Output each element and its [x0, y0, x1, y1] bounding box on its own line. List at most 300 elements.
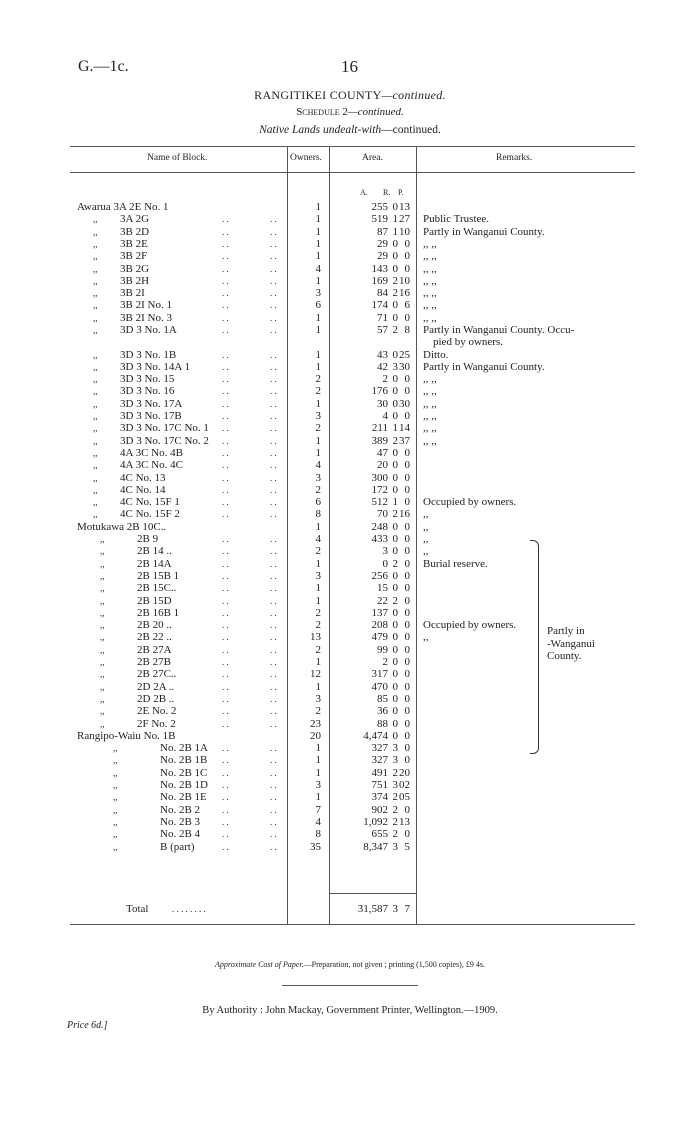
ditto-mark: ,,	[113, 780, 118, 790]
leader-dots: . .	[222, 312, 229, 323]
owners-count: 3	[315, 471, 321, 484]
cost-text: —Preparation, not given ; printing (1,500 copies), £9 4s.	[303, 960, 485, 969]
authority-line: By Authority : John Mackay, Government Printer, Wellington.—1909.	[202, 1005, 498, 1016]
area-acres: 2	[382, 656, 388, 668]
ditto-mark: ,,	[93, 386, 98, 397]
table-row	[0, 349, 700, 361]
owners-count: 1	[315, 311, 321, 324]
table-row	[0, 705, 700, 717]
leader-dots: . .	[270, 644, 277, 655]
leader-dots: . .	[222, 386, 229, 397]
block-name: 2B 27C..	[137, 668, 177, 681]
area-perches: 0	[404, 705, 410, 718]
col-header-name: Name of Block.	[147, 153, 208, 163]
remarks: ,, ,,	[423, 434, 437, 447]
area-acres: 255	[371, 201, 388, 213]
footer-rule	[282, 985, 418, 986]
leader-dots: . .	[270, 288, 277, 299]
leader-dots: . .	[270, 398, 277, 409]
area-roods: 0	[392, 385, 398, 398]
ditto-mark: ,,	[93, 423, 98, 434]
remarks: Occupied by owners.	[423, 619, 517, 632]
area-acres: 172	[371, 483, 388, 496]
area-acres: 47	[377, 446, 388, 459]
leader-dots: . .	[222, 767, 229, 778]
table-row	[0, 299, 700, 311]
owners-count: 2	[315, 385, 321, 398]
area-acres: 30	[377, 397, 388, 410]
area-acres: 512	[371, 496, 388, 509]
owners-count: 2	[315, 483, 321, 496]
ditto-mark: ,,	[93, 251, 98, 262]
area-roods: 0	[392, 262, 398, 275]
remarks: Occupied by owners.	[423, 496, 517, 509]
owners-count: 1	[315, 201, 321, 213]
area-acres: 143	[371, 262, 388, 275]
block-name: No. 2B 4	[160, 828, 201, 841]
block-name: 2B 15C..	[137, 582, 177, 595]
block-name: 2F No. 2	[137, 717, 176, 730]
leader-dots: . .	[222, 472, 229, 483]
area-perches: 0	[404, 471, 410, 484]
area-acres: 211	[371, 422, 388, 435]
leader-dots: . .	[222, 632, 229, 643]
area-roods: 0	[392, 397, 398, 410]
owners-count: 35	[310, 840, 321, 853]
remarks: ,,	[423, 631, 429, 644]
table-row	[0, 595, 700, 607]
area-roods: 2	[392, 508, 398, 521]
cost-note	[0, 960, 700, 969]
leader-dots: . .	[270, 657, 277, 667]
owners-count: 3	[315, 779, 321, 791]
area-acres: 491	[371, 766, 388, 779]
area-acres: 88	[377, 717, 388, 730]
col-header-owners: Owners.	[290, 153, 322, 163]
area-perches: 14	[399, 422, 410, 435]
owners-count: 1	[315, 348, 321, 361]
area-acres: 36	[377, 705, 388, 718]
remarks: ,,	[423, 545, 429, 558]
owners-count: 2	[315, 373, 321, 386]
total-roods: 3	[392, 903, 398, 915]
block-name: 3A 2G	[120, 213, 150, 226]
leader-dots: . .	[270, 386, 277, 397]
remarks: Ditto.	[423, 348, 449, 361]
area-perches: 30	[399, 397, 410, 410]
total-rule	[330, 893, 416, 894]
price-note: Price 6d.]	[67, 1020, 108, 1031]
leader-dots: . .	[222, 706, 229, 717]
area-roods: 0	[392, 569, 398, 582]
area-acres: 300	[371, 471, 388, 484]
area-acres: 85	[377, 692, 388, 705]
leader-dots: . .	[270, 374, 277, 385]
owners-count: 4	[315, 459, 321, 472]
owners-count: 20	[310, 729, 321, 742]
block-name: 2B 20 ..	[137, 619, 172, 632]
block-name: 3D 3 No. 17B	[120, 410, 182, 422]
owners-count: 12	[310, 668, 321, 681]
area-roods: 0	[392, 201, 398, 213]
leader-dots: . .	[270, 312, 277, 323]
block-name: 2B 14A	[137, 557, 172, 570]
area-perches: 0	[404, 545, 410, 558]
area-roods: 0	[392, 237, 398, 250]
side-note	[547, 625, 595, 663]
area-acres: 169	[371, 274, 388, 287]
leader-dots: . .	[222, 804, 229, 815]
area-perches: 37	[399, 434, 410, 447]
area-perches: 0	[404, 533, 410, 545]
page-number: 16	[341, 57, 358, 76]
ditto-mark: ,,	[93, 509, 98, 520]
area-roods: 0	[392, 410, 398, 422]
table-row	[0, 373, 700, 385]
leader-dots: . .	[222, 288, 229, 299]
leader-dots: . .	[270, 325, 277, 335]
leader-dots: . .	[270, 620, 277, 631]
block-name: 2D 2B ..	[137, 692, 175, 705]
owners-count: 2	[315, 422, 321, 435]
ditto-mark: ,,	[93, 472, 98, 483]
leader-dots: . .	[222, 681, 229, 692]
schedule-name: Schedule 2	[296, 106, 348, 118]
area-roods: 0	[392, 483, 398, 496]
area-perches: 6	[404, 299, 410, 312]
side-brace	[530, 540, 539, 754]
area-acres: 1,092	[363, 815, 388, 828]
area-perches: 16	[399, 508, 410, 521]
block-name: 3B 2G	[120, 262, 150, 275]
county-continued: —continued.	[381, 88, 446, 102]
area-roods: 0	[392, 619, 398, 632]
area-roods: 0	[392, 459, 398, 472]
area-roods: 2	[392, 828, 398, 841]
block-name: 3D 3 No. 17A	[120, 397, 183, 410]
table-row	[0, 681, 700, 693]
ditto-mark: ,,	[93, 275, 98, 286]
area-perches: 30	[399, 360, 410, 373]
table-row	[0, 226, 700, 238]
leader-dots: . .	[270, 509, 277, 520]
owners-count: 6	[315, 496, 321, 509]
ditto-mark: ,,	[93, 238, 98, 249]
area-roods: 0	[392, 373, 398, 386]
ditto-mark: ,,	[100, 558, 105, 569]
leader-dots: . .	[222, 226, 229, 237]
col-header-area: Area.	[362, 153, 383, 163]
side-note-line: -Wanganui	[547, 637, 595, 650]
area-roods: 0	[392, 520, 398, 533]
leader-dots: . .	[222, 570, 229, 581]
area-perches: 0	[404, 496, 410, 509]
leader-dots: . .	[222, 534, 229, 544]
area-roods: 2	[392, 594, 398, 607]
area-perches: 02	[399, 779, 410, 791]
ditto-mark: ,,	[93, 460, 98, 471]
leader-dots: . .	[270, 534, 277, 544]
owners-count: 8	[315, 828, 321, 841]
remarks: ,, ,,	[423, 237, 437, 250]
leader-dots: . .	[222, 361, 229, 372]
leader-dots: . .	[222, 718, 229, 729]
remarks: ,,	[423, 533, 429, 545]
ditto-mark: ,,	[93, 374, 98, 385]
table-row	[0, 779, 700, 791]
unit-acres: A.	[360, 188, 368, 197]
block-name: 4A 3C No. 4B	[120, 446, 183, 459]
ditto-mark: ,,	[113, 804, 118, 815]
area-perches: 16	[399, 287, 410, 300]
leader-dots: . .	[222, 300, 229, 311]
table-row	[0, 791, 700, 803]
area-perches: 5	[404, 840, 410, 853]
table-row	[0, 435, 700, 447]
area-acres: 99	[377, 643, 388, 656]
area-roods: 0	[392, 311, 398, 324]
table-row	[0, 718, 700, 730]
area-acres: 479	[371, 631, 388, 644]
table-row	[0, 804, 700, 816]
remarks: ,, ,,	[423, 410, 437, 422]
area-acres: 433	[371, 533, 388, 545]
leader-dots: . .	[222, 238, 229, 249]
area-roods: 2	[392, 434, 398, 447]
leader-dots: . .	[222, 792, 229, 803]
area-perches: 25	[399, 348, 410, 361]
table-row	[0, 496, 700, 508]
area-perches: 0	[404, 237, 410, 250]
leader-dots: . .	[222, 829, 229, 840]
area-perches: 0	[404, 520, 410, 533]
area-roods: 0	[392, 545, 398, 558]
owners-count: 8	[315, 508, 321, 521]
area-roods: 1	[392, 225, 398, 238]
block-name: 3B 2I No. 3	[120, 311, 172, 324]
area-acres: 470	[371, 680, 388, 693]
owners-count: 3	[315, 569, 321, 582]
remarks: ,, ,,	[423, 422, 437, 435]
leader-dots: . .	[270, 816, 277, 827]
unit-perches: P.	[398, 188, 404, 197]
table-row	[0, 287, 700, 299]
area-roods: 3	[392, 360, 398, 373]
table-row	[0, 558, 700, 570]
area-perches: 27	[399, 213, 410, 226]
leader-dots: . .	[270, 718, 277, 729]
area-perches: 0	[404, 250, 410, 263]
block-name: 2B 27A	[137, 643, 172, 656]
leader-dots: . .	[222, 497, 229, 508]
leader-dots: . .	[222, 657, 229, 667]
total-acres: 31,587	[357, 903, 388, 915]
leader-dots: . .	[222, 669, 229, 680]
owners-count: 1	[315, 656, 321, 668]
table-row	[0, 619, 700, 631]
block-name: 2D 2A ..	[137, 680, 175, 693]
block-name: 2B 15B 1	[137, 569, 180, 582]
ditto-mark: ,,	[113, 767, 118, 778]
area-acres: 22	[377, 594, 388, 607]
area-acres: 57	[377, 324, 388, 336]
leader-dots: . .	[222, 484, 229, 495]
table-row	[0, 742, 700, 754]
table-row	[0, 668, 700, 680]
leader-dots: . .	[270, 595, 277, 606]
area-roods: 3	[392, 754, 398, 767]
area-roods: 3	[392, 840, 398, 853]
leader-dots: . .	[222, 374, 229, 385]
table-row	[0, 324, 700, 348]
leader-dots: . .	[270, 300, 277, 311]
block-name: 3B 2F	[120, 250, 148, 263]
leader-dots: . .	[270, 275, 277, 286]
owners-count: 1	[315, 594, 321, 607]
ditto-mark: ,,	[100, 657, 105, 667]
leader-dots: . .	[270, 607, 277, 618]
owners-count: 1	[315, 397, 321, 410]
area-perches: 0	[404, 680, 410, 693]
block-name: No. 2B 1C	[160, 766, 208, 779]
owners-count: 1	[315, 324, 321, 336]
block-name: 2B 16B 1	[137, 606, 180, 619]
ditto-mark: ,,	[100, 583, 105, 594]
ditto-mark: ,,	[100, 644, 105, 655]
block-name: 2E No. 2	[137, 705, 177, 718]
total-dots: . . . . . . . .	[172, 904, 206, 914]
ditto-mark: ,,	[93, 349, 98, 360]
ditto-mark: ,,	[93, 361, 98, 372]
leader-dots: . .	[270, 214, 277, 225]
owners-count: 3	[315, 287, 321, 300]
area-roods: 3	[392, 779, 398, 791]
leader-dots: . .	[270, 743, 277, 754]
owners-count: 3	[315, 692, 321, 705]
leader-dots: . .	[270, 472, 277, 483]
owners-count: 7	[315, 803, 321, 816]
table-row	[0, 263, 700, 275]
area-acres: 70	[377, 508, 388, 521]
area-roods: 1	[392, 213, 398, 226]
leader-dots: . .	[270, 263, 277, 274]
table-row	[0, 730, 700, 742]
owners-count: 4	[315, 533, 321, 545]
owners-count: 2	[315, 619, 321, 632]
area-roods: 0	[392, 606, 398, 619]
remarks: Burial reserve.	[423, 557, 488, 570]
area-perches: 05	[399, 791, 410, 804]
block-name: Awarua 3A 2E No. 1	[77, 201, 169, 213]
ditto-mark: ,,	[100, 607, 105, 618]
ditto-mark: ,,	[93, 288, 98, 299]
section-subtitle	[0, 124, 700, 136]
leader-dots: . .	[270, 632, 277, 643]
ditto-mark: ,,	[113, 841, 118, 852]
area-acres: 84	[377, 287, 388, 300]
area-acres: 519	[371, 213, 388, 226]
area-acres: 327	[371, 754, 388, 767]
owners-count: 1	[315, 250, 321, 263]
area-acres: 317	[371, 668, 388, 681]
table-row	[0, 582, 700, 594]
ditto-mark: ,,	[100, 681, 105, 692]
area-roods: 2	[392, 274, 398, 287]
area-acres: 29	[377, 250, 388, 263]
area-roods: 2	[392, 287, 398, 300]
table-row	[0, 644, 700, 656]
ditto-mark: ,,	[93, 447, 98, 458]
table-row	[0, 447, 700, 459]
area-acres: 15	[377, 582, 388, 595]
leader-dots: . .	[270, 226, 277, 237]
area-perches: 0	[404, 692, 410, 705]
block-name: 3D 3 No. 17C No. 1	[120, 422, 209, 435]
leader-dots: . .	[222, 743, 229, 754]
owners-count: 13	[310, 631, 321, 644]
ditto-mark: ,,	[93, 398, 98, 409]
ditto-mark: ,,	[113, 743, 118, 754]
owners-count: 1	[315, 446, 321, 459]
leader-dots: . .	[222, 546, 229, 557]
table-row	[0, 250, 700, 262]
leader-dots: . .	[222, 644, 229, 655]
table-row	[0, 693, 700, 705]
leader-dots: . .	[222, 214, 229, 225]
block-name: 4C No. 15F 1	[120, 496, 180, 509]
leader-dots: . .	[270, 780, 277, 790]
unit-roods: R.	[383, 188, 391, 197]
block-name: 2B 22 ..	[137, 631, 172, 644]
leader-dots: . .	[270, 767, 277, 778]
block-name: 2B 15D	[137, 594, 172, 607]
ditto-mark: ,,	[113, 816, 118, 827]
area-roods: 2	[392, 557, 398, 570]
ditto-mark: ,,	[93, 497, 98, 508]
block-name: 2B 9	[137, 533, 159, 545]
remarks: ,, ,,	[423, 397, 437, 410]
block-name: No. 2B 1B	[160, 754, 208, 767]
block-name: No. 2B 1E	[160, 791, 207, 804]
area-roods: 0	[392, 533, 398, 545]
document-code: G.—1c.	[78, 58, 129, 75]
leader-dots: . .	[270, 484, 277, 495]
owners-count: 1	[315, 520, 321, 533]
owners-count: 1	[315, 766, 321, 779]
block-name: 3B 2H	[120, 274, 150, 287]
leader-dots: . .	[222, 693, 229, 704]
block-name: No. 2B 3	[160, 815, 201, 828]
leader-dots: . .	[270, 411, 277, 421]
table-row	[0, 508, 700, 520]
col-header-remarks: Remarks.	[496, 153, 533, 163]
ditto-mark: ,,	[100, 693, 105, 704]
ditto-mark: ,,	[100, 632, 105, 643]
area-roods: 0	[392, 668, 398, 681]
area-roods: 0	[392, 348, 398, 361]
owners-count: 1	[315, 582, 321, 595]
area-perches: 20	[399, 766, 410, 779]
area-perches: 0	[404, 643, 410, 656]
remarks: ,, ,,	[423, 311, 437, 324]
table-header-rule	[70, 172, 635, 173]
table-row	[0, 841, 700, 853]
area-acres: 389	[371, 434, 388, 447]
ditto-mark: ,,	[100, 718, 105, 729]
block-name: 3B 2I No. 1	[120, 299, 172, 312]
block-name: 4A 3C No. 4C	[120, 459, 183, 472]
remarks: ,, ,,	[423, 274, 437, 287]
